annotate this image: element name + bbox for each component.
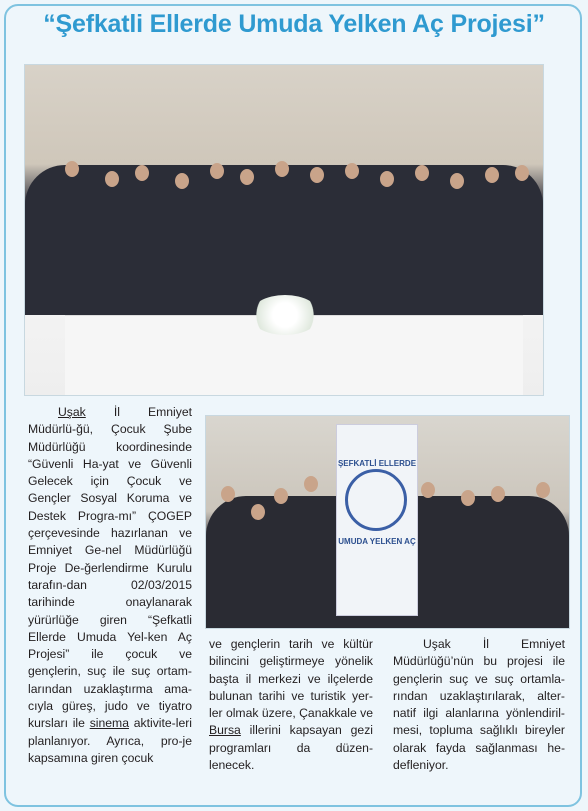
article-column-1 [28, 404, 192, 767]
article-column-2 [209, 636, 373, 774]
flower-arrangement [250, 295, 320, 335]
underlined-city: Uşak [58, 405, 86, 419]
banner-line2: UMUDA YELKEN AÇ [338, 537, 416, 546]
crowd-silhouette [25, 165, 543, 315]
underlined-cinema: sinema [89, 716, 129, 731]
officials-photo [205, 415, 570, 629]
column-2-text-b: illerini kapsayan gezi programları da düzen-lenecek. [209, 723, 373, 773]
ship-wheel-icon [345, 469, 407, 531]
project-banner [336, 424, 418, 616]
article-column-3 [393, 636, 565, 774]
banner-line1: ŞEFKATLİ ELLERDE [337, 459, 417, 468]
column-3-text: Uşak İl Emniyet Müdürlüğü’nün bu projesi ile gençlerin suç ve suç ortamla-rından uzaklaştırılarak, alter-natif ilgi alanlarına yönlendiril-mesi, topluma sağlıklı bireyler olarak fayda sağlanması he-defleniyor. [393, 637, 565, 773]
article-title: “Şefkatli Ellerde Umuda Yelken Aç Projesi” [43, 10, 545, 38]
column-2-text-a: ve gençlerin tarih ve kültür bilincini geliştirmeye yönelik başta il merkezi ve ilçelerde bulunan tarihi ve turistik yer-ler olmak üzere, Çanakkale ve [209, 637, 373, 721]
column-1-text-a: İl Emniyet Müdürlü-ğü, Çocuk Şube Müdürlüğü koordinesinde “Güvenli Ha-yat ve Güvenli Gelecek için Çocuk ve Gençler Sosyal Koruma ve Destek Progra-mı” ÇOGEP çerçevesinde hazırlanan ve Emniyet Ge-nel Müdürlüğü Proje De-ğerlendirme Kurulu tarafın-dan 02/03/2015 tarihinde onaylanarak yürürlüğe giren “Şefkatli Ellerde Umuda Yel-ken Aç Projesi” ile çocuk ve gençlerin, suç ile suç ortam-larından uzaklaştırma ama-cıyla güreş, judo ve tiyatro kursları ile [28, 405, 192, 731]
group-photo [24, 64, 544, 396]
column-1-text-b: aktivite-leri planlanıyor. Ayrıca, pro-je kapsamına giren çocuk [28, 716, 192, 765]
underlined-bursa: Bursa [209, 723, 241, 738]
